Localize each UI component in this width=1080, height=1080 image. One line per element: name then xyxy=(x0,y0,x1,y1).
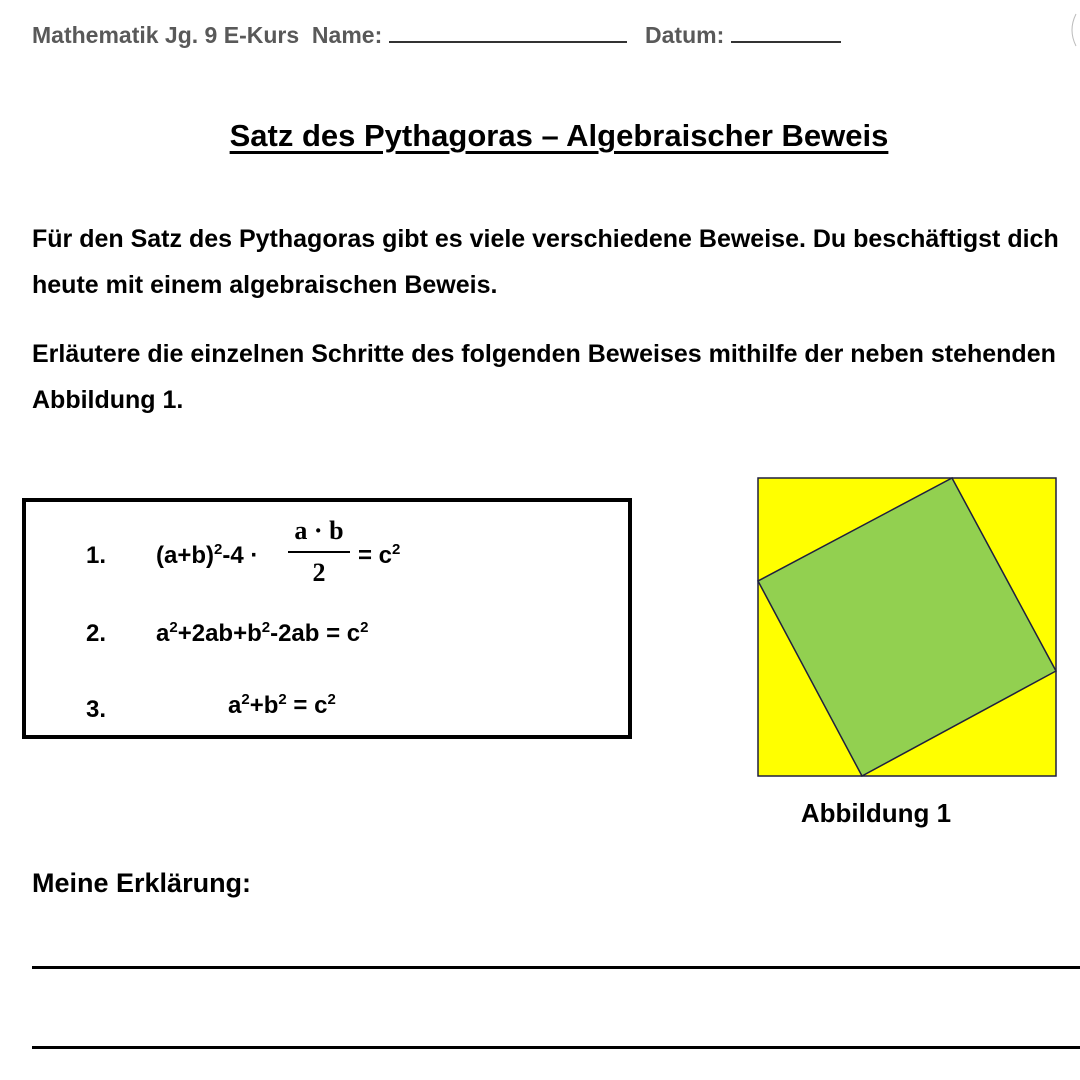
answer-label: Meine Erklärung: xyxy=(32,868,252,898)
corner-stamp-icon xyxy=(1066,12,1080,48)
fraction-bar xyxy=(288,551,350,553)
step-2-expression: $a^2+2ab+b^2-2ab = c^2$ xyxy=(156,619,369,647)
step-number: 1. xyxy=(86,542,107,569)
course-label: Mathematik Jg. 9 E-Kurs xyxy=(32,22,300,48)
answer-line[interactable] xyxy=(32,1046,1080,1049)
fraction-numerator: a · b xyxy=(294,516,344,545)
intro-paragraph: Für den Satz des Pythagoras gibt es viele verschiedene Beweise. Du beschäftigst dich heute mit einem algebraischen Beweis. xyxy=(32,225,1059,299)
proof-box xyxy=(22,498,632,739)
task-paragraph: Erläutere die einzelnen Schritte des folgenden Beweises mithilfe der neben stehenden Abbildung 1. xyxy=(32,340,1056,414)
figure-caption: Abbildung 1 xyxy=(800,798,952,828)
date-field[interactable] xyxy=(731,23,841,43)
worksheet-header xyxy=(32,22,841,49)
step-3-expression: $a^2+b^2 = c^2$ xyxy=(228,691,336,719)
name-label: Name: xyxy=(311,22,383,48)
step-1-fraction xyxy=(288,514,350,590)
pythagoras-figure xyxy=(757,477,1057,777)
step-number: 3. xyxy=(86,696,107,723)
page-title: Satz des Pythagoras – Algebraischer Beweis xyxy=(229,118,889,153)
answer-line[interactable] xyxy=(32,966,1080,969)
fraction-denominator: 2 xyxy=(312,558,326,587)
step-1-result: = $c^2$ xyxy=(358,541,401,569)
step-1-expression: $(a+b)^2-4$ · xyxy=(156,541,259,569)
date-label: Datum: xyxy=(645,22,725,48)
step-number: 2. xyxy=(86,620,107,647)
name-field[interactable] xyxy=(389,23,627,43)
